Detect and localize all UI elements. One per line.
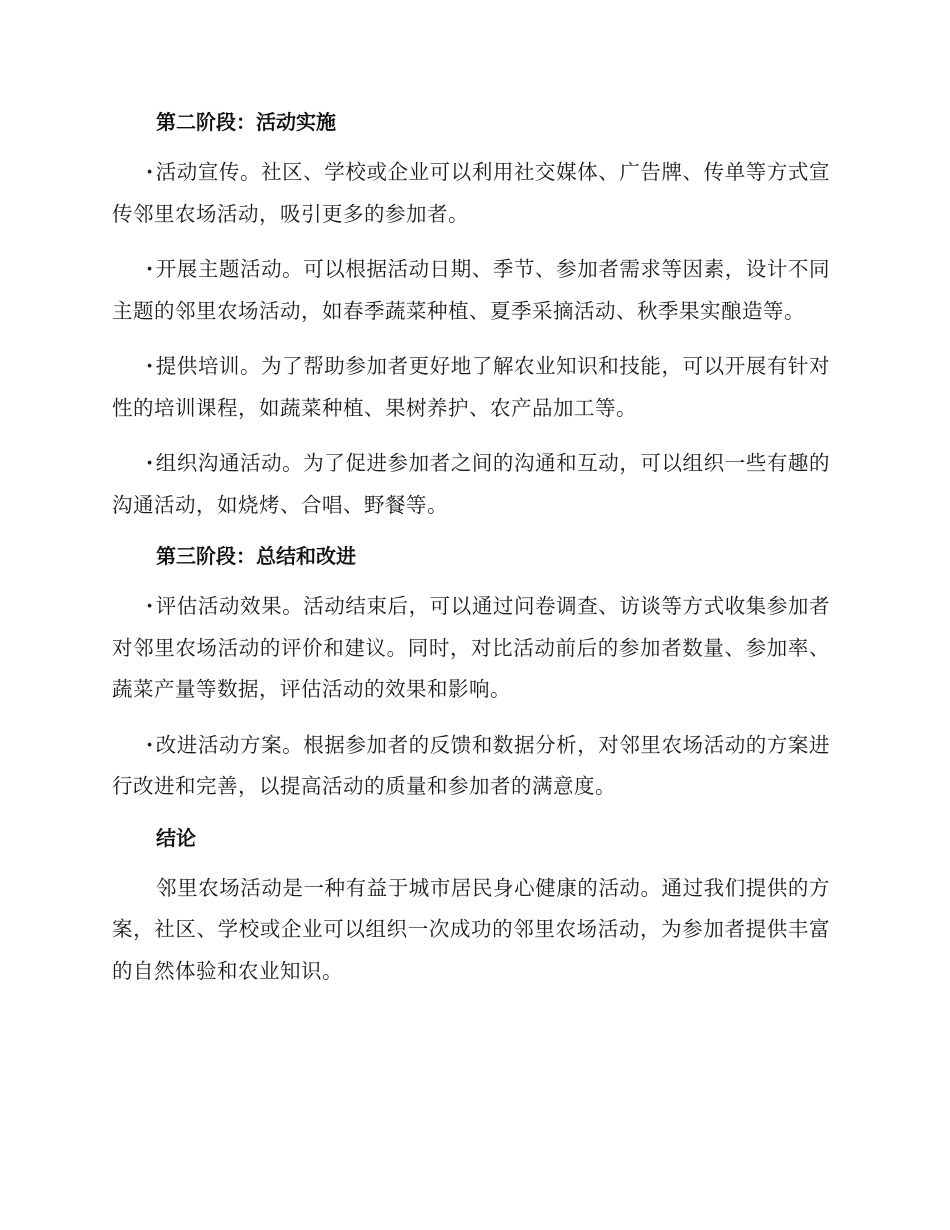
bullet-marker: · bbox=[146, 594, 154, 618]
bullet-marker: · bbox=[146, 257, 154, 281]
stage2-heading: 第二阶段：活动实施 bbox=[156, 110, 336, 134]
document-page bbox=[112, 106, 830, 1006]
item-text: 改进活动方案。根据参加者的反馈和数据分析，对邻里农场活动的方案进行改进和完善，以提高活动的质量和参加者的满意度。 bbox=[112, 732, 830, 798]
stage2-item-theme-activities bbox=[112, 249, 830, 332]
item-text: 组织沟通活动。为了促进参加者之间的沟通和互动，可以组织一些有趣的沟通活动，如烧烤、合唱、野餐等。 bbox=[112, 451, 830, 517]
stage2-item-training bbox=[112, 346, 830, 429]
bullet-marker: · bbox=[146, 160, 154, 184]
stage2-item-communication bbox=[112, 443, 830, 526]
item-text: 提供培训。为了帮助参加者更好地了解农业知识和技能，可以开展有针对性的培训课程，如蔬菜种植、果树养护、农产品加工等。 bbox=[112, 354, 830, 420]
stage3-item-improvement bbox=[112, 725, 830, 808]
bullet-marker: · bbox=[146, 451, 154, 475]
item-text: 活动宣传。社区、学校或企业可以利用社交媒体、广告牌、传单等方式宣传邻里农场活动，吸引更多的参加者。 bbox=[112, 160, 830, 226]
bullet-marker: · bbox=[146, 732, 154, 757]
item-text: 评估活动效果。活动结束后，可以通过问卷调查、访谈等方式收集参加者对邻里农场活动的评价和建议。同时，对比活动前后的参加者数量、参加率、蔬菜产量等数据，评估活动的效果和影响。 bbox=[112, 594, 830, 701]
stage3-heading: 第三阶段：总结和改进 bbox=[156, 544, 356, 568]
stage3-item-evaluation bbox=[112, 586, 830, 711]
bullet-marker: · bbox=[146, 354, 154, 378]
item-text: 开展主题活动。可以根据活动日期、季节、参加者需求等因素，设计不同主题的邻里农场活动，如春季蔬菜种植、夏季采摘活动、秋季果实酿造等。 bbox=[112, 257, 830, 323]
conclusion-heading: 结论 bbox=[156, 825, 196, 850]
conclusion-paragraph: 邻里农场活动是一种有益于城市居民身心健康的活动。通过我们提供的方案，社区、学校或企业可以组织一次成功的邻里农场活动，为参加者提供丰富的自然体验和农业知识。 bbox=[112, 875, 830, 983]
stage2-item-promotion bbox=[112, 152, 830, 235]
